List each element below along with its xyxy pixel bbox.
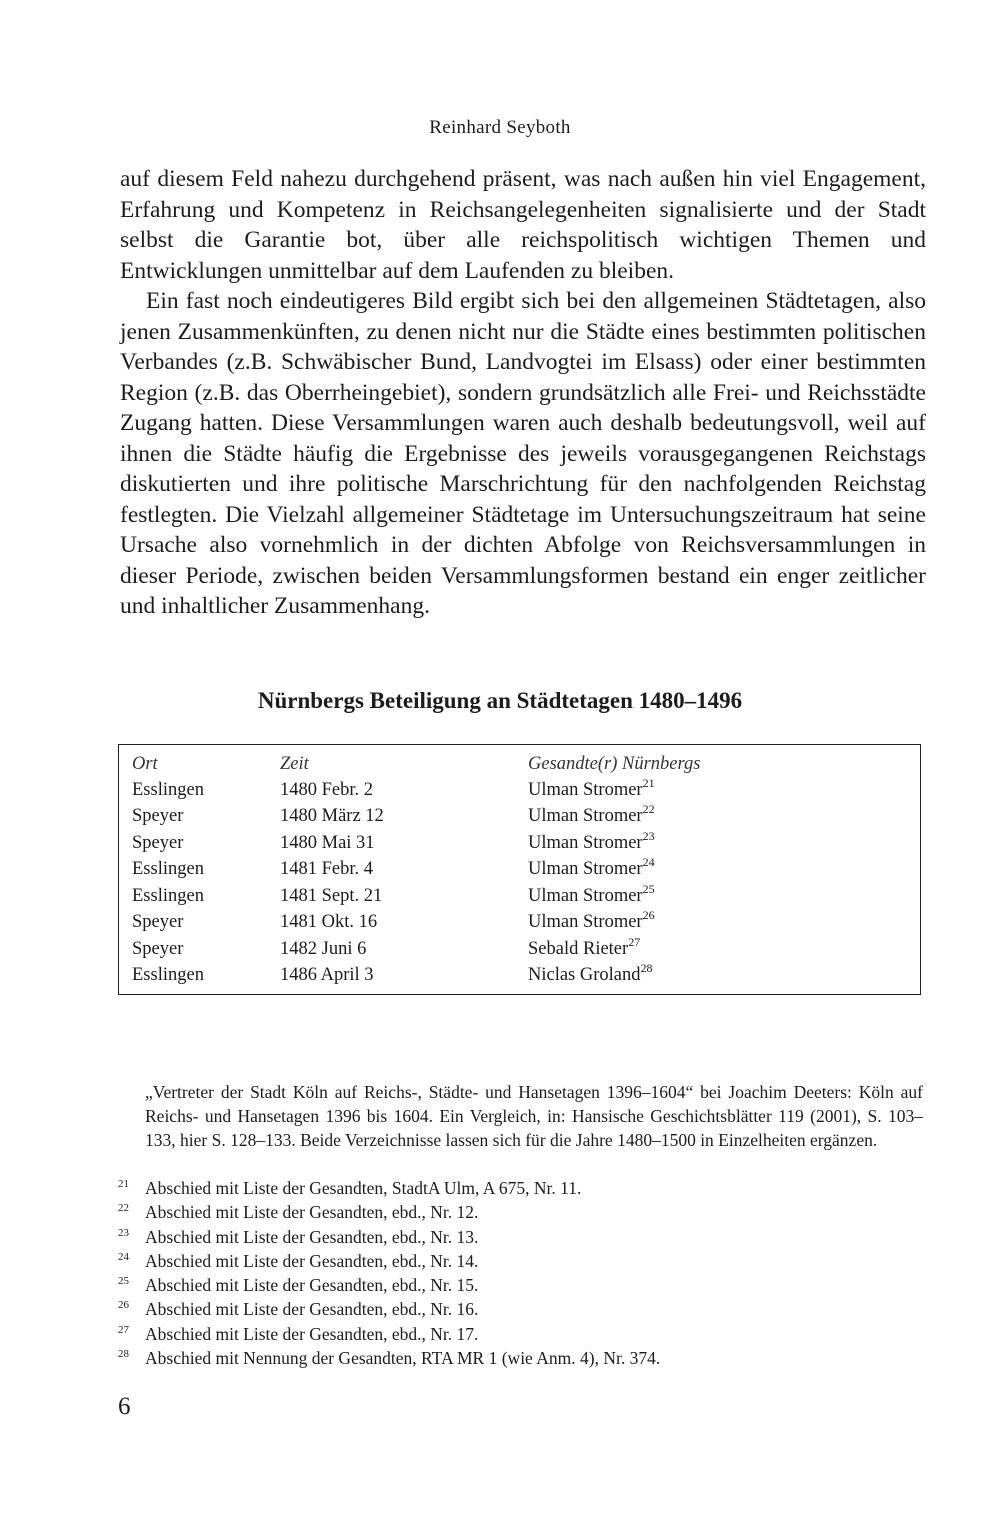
footnote-ref: 26 <box>642 908 655 923</box>
column-header-ort: Ort <box>132 753 158 774</box>
footnote <box>118 1273 923 1297</box>
footnote-ref: 25 <box>642 881 655 896</box>
cell-gesandte <box>528 936 908 963</box>
envoy-name: Ulman Stromer <box>528 806 643 827</box>
table-header-row <box>132 751 908 777</box>
footnote-ref: 23 <box>642 828 655 843</box>
footnote-number: 22 <box>118 1202 129 1215</box>
cell-gesandte <box>528 883 908 910</box>
footnote <box>118 1176 923 1200</box>
footnote-text: Abschied mit Nennung der Gesandten, RTA MR 1 (wie Anm. 4), Nr. 374. <box>145 1348 661 1369</box>
footnote-text: Abschied mit Liste der Gesandten, ebd., Nr. 13. <box>145 1226 479 1247</box>
running-head: Reinhard Seyboth <box>429 117 571 138</box>
cell-ort: Speyer <box>132 832 184 853</box>
cell-ort: Esslingen <box>132 859 204 880</box>
cell-gesandte <box>528 777 908 804</box>
footnote-ref: 28 <box>640 961 653 976</box>
cell-ort: Esslingen <box>132 965 204 986</box>
envoy-name: Sebald Rieter <box>528 938 629 959</box>
footnote-ref: 21 <box>642 775 655 790</box>
table-row <box>132 963 908 990</box>
paragraph: auf diesem Feld nahezu durchgehend präsent, was nach außen hin viel Engagement, Erfahrung und Kompetenz in Reichsangelegenheiten signalisierte und der Stadt selbst die Garantie bot, über alle reichspolitisch wichtigen Themen und Entwicklungen unmittelbar auf dem Laufenden zu bleiben. <box>120 166 926 284</box>
footnote-ref: 24 <box>642 855 655 870</box>
footnote-text: Abschied mit Liste der Gesandten, ebd., Nr. 17. <box>145 1323 479 1344</box>
footnote-text: Abschied mit Liste der Gesandten, ebd., Nr. 16. <box>145 1299 479 1320</box>
table-row <box>132 936 908 963</box>
table-row <box>132 857 908 884</box>
cell-zeit: 1481 Febr. 4 <box>280 859 374 880</box>
envoy-name: Ulman Stromer <box>528 885 643 906</box>
footnote-number: 21 <box>118 1178 129 1190</box>
table-row <box>132 883 908 910</box>
table-row <box>132 804 908 831</box>
footnote-text: Abschied mit Liste der Gesandten, ebd., Nr. 12. <box>145 1202 479 1223</box>
cell-zeit: 1480 März 12 <box>280 806 384 827</box>
footnote <box>118 1346 923 1370</box>
envoys-table-grid <box>132 751 908 989</box>
cell-ort: Esslingen <box>132 885 204 906</box>
footnote-ref: 27 <box>628 934 641 949</box>
envoy-name: Ulman Stromer <box>528 779 643 800</box>
footnote-number: 27 <box>118 1323 129 1336</box>
cell-zeit: 1481 Sept. 21 <box>280 885 383 906</box>
footnote-continuation: „Vertreter der Stadt Köln auf Reichs-, Städte- und Hansetagen 1396–1604“ bei Joachim Deeters: Köln auf Reichs- und Hansetagen 1396 bis 1604. Ein Vergleich, in: Hansische Geschichtsblätter 119 (2001), S. 103–133, hier S. 128–133. Beide Verzeichnisse lassen sich für die Jahre 1480–1500 in Einzelheiten ergänzen. <box>145 1082 923 1150</box>
column-header-gesandte: Gesandte(r) Nürnbergs <box>528 753 701 774</box>
cell-ort: Speyer <box>132 938 184 959</box>
table-row <box>132 830 908 857</box>
paragraph: Ein fast noch eindeutigeres Bild ergibt sich bei den allgemeinen Städtetagen, also jenen Zusammenkünften, zu denen nicht nur die Städte eines bestimmten politischen Verbandes (z.B. Schwäbischer Bund, Landvogtei im Elsass) oder einer bestimmten Region (z.B. das Oberrheingebiet), sondern grundsätzlich alle Frei- und Reichsstädte Zugang hatten. Diese Versammlungen waren auch deshalb bedeutungsvoll, weil auf ihnen die Städte häufig die Ergebnisse des jeweils vorausgegangenen Reichstags diskutierten und ihre politische Marschrichtung für den nachfolgenden Reichstag festlegten. Die Vielzahl allgemeiner Städtetage im Untersuchungszeitraum hat seine Ursache also vornehmlich in der dichten Abfolge von Reichsversammlungen in dieser Periode, zwischen beiden Versammlungsformen bestand ein enger zeitlicher und inhaltlicher Zusammenhang. <box>120 288 926 619</box>
footnote-number: 25 <box>118 1275 129 1288</box>
cell-zeit: 1480 Febr. 2 <box>280 779 374 800</box>
envoy-name: Ulman Stromer <box>528 912 643 933</box>
table-title: Nürnbergs Beteiligung an Städtetagen 1480–1496 <box>257 688 743 713</box>
cell-zeit: 1481 Okt. 16 <box>280 912 378 933</box>
cell-gesandte <box>528 963 908 990</box>
footnote <box>118 1200 923 1224</box>
footnote <box>118 1225 923 1249</box>
footnote-text: Abschied mit Liste der Gesandten, ebd., Nr. 15. <box>145 1275 479 1296</box>
cell-ort: Speyer <box>132 806 184 827</box>
cell-gesandte <box>528 830 908 857</box>
body-text <box>120 164 926 622</box>
footnote <box>118 1297 923 1321</box>
envoy-name: Niclas Groland <box>528 965 641 986</box>
footnote-number: 28 <box>118 1348 129 1361</box>
footnote-list <box>118 1176 923 1370</box>
cell-gesandte <box>528 857 908 884</box>
footnote-number: 24 <box>118 1250 129 1263</box>
column-header-zeit: Zeit <box>280 753 309 774</box>
footnote-ref: 22 <box>642 802 655 817</box>
footnote <box>118 1249 923 1273</box>
envoy-name: Ulman Stromer <box>528 859 643 880</box>
cell-gesandte <box>528 910 908 937</box>
footnote-text: Abschied mit Liste der Gesandten, ebd., Nr. 14. <box>145 1250 479 1271</box>
page-number: 6 <box>118 1393 131 1420</box>
cell-zeit: 1480 Mai 31 <box>280 832 375 853</box>
table-row <box>132 910 908 937</box>
cell-zeit: 1486 April 3 <box>280 965 374 986</box>
footnote-number: 23 <box>118 1226 129 1239</box>
cell-ort: Esslingen <box>132 779 204 800</box>
table-row <box>132 777 908 804</box>
cell-gesandte <box>528 804 908 831</box>
footnote-number: 26 <box>118 1299 129 1312</box>
footnote <box>118 1322 923 1346</box>
footnote-text: Abschied mit Liste der Gesandten, StadtA Ulm, A 675, Nr. 11. <box>145 1178 582 1198</box>
envoy-name: Ulman Stromer <box>528 832 643 853</box>
table-body <box>132 777 908 989</box>
envoys-table <box>118 744 921 995</box>
cell-zeit: 1482 Juni 6 <box>280 938 367 959</box>
cell-ort: Speyer <box>132 912 184 933</box>
